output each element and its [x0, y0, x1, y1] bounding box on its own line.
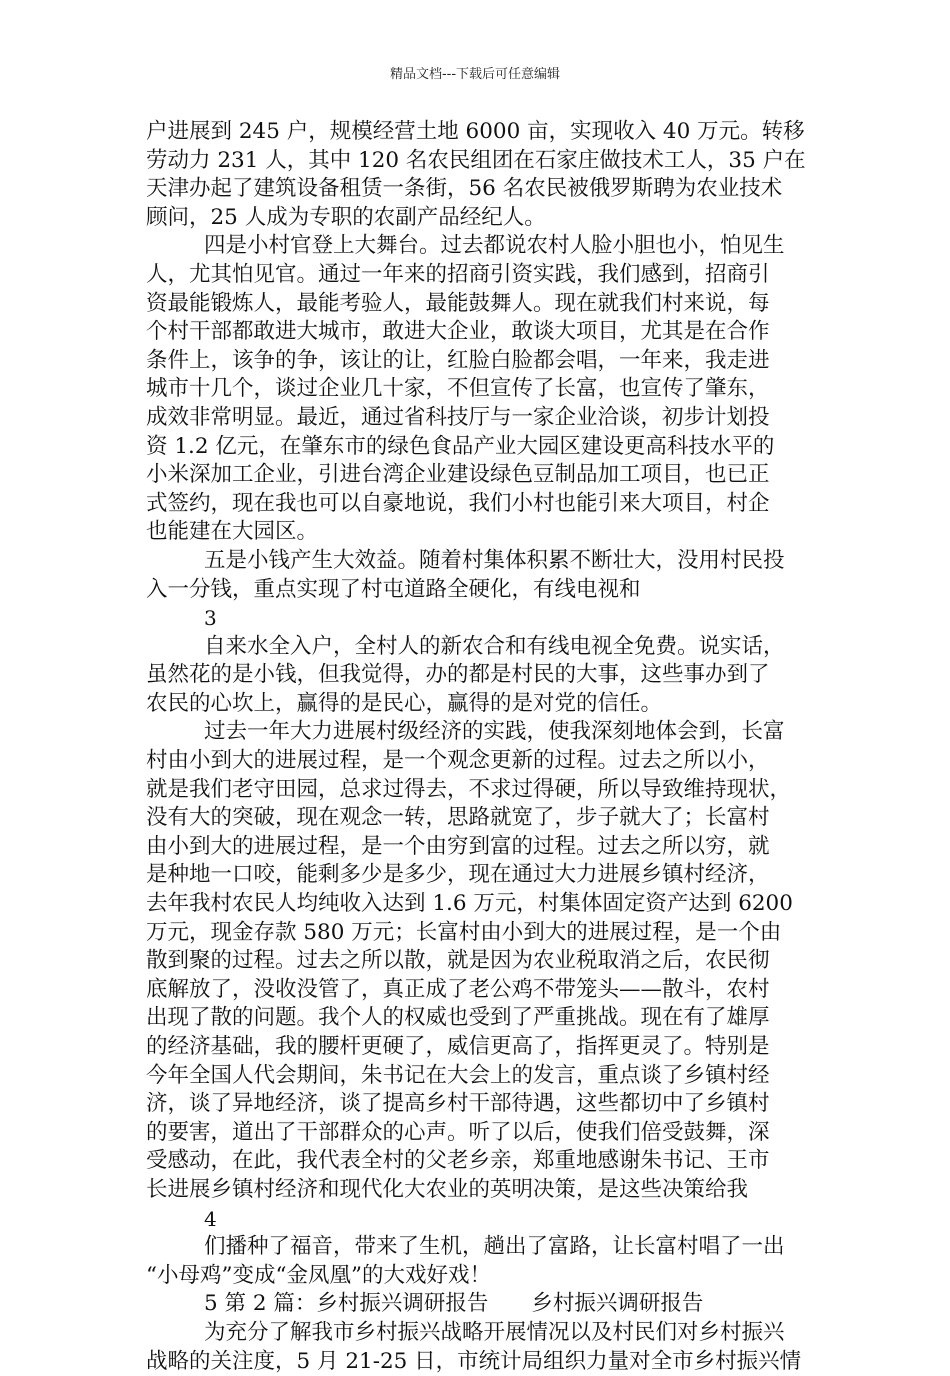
text-line: 散到聚的过程。过去之所以散，就是因为农业税取消之后，农民彻 [146, 948, 770, 974]
text-line: 城市十几个，谈过企业几十家，不但宣传了长富，也宣传了肇东， [146, 376, 770, 402]
text-line: 也能建在大园区。 [146, 519, 319, 545]
text-line: 五是小钱产生大效益。随着村集体积累不断壮大，没用村民投 [204, 547, 785, 573]
text-line: 条件上，该争的争，该让的让，红脸白脸都会唱，一年来，我走进 [146, 347, 770, 373]
text-line: 没有大的突破，现在观念一转，思路就宽了，步子就大了；长富村 [146, 805, 770, 831]
text-line: 今年全国人代会期间，朱书记在大会上的发言，重点谈了乡镇村经 [146, 1062, 770, 1088]
text-line: 式签约，现在我也可以自豪地说，我们小村也能引来大项目，村企 [146, 490, 770, 516]
text-line: 济，谈了异地经济，谈了提高乡村干部待遇，这些都切中了乡镇村 [146, 1091, 770, 1117]
text-line: 出现了散的问题。我个人的权威也受到了严重挑战。现在有了雄厚 [146, 1005, 770, 1031]
text-line: 5 第 2 篇：乡村振兴调研报告 乡村振兴调研报告 [204, 1291, 704, 1317]
text-line: 就是我们老守田园，总求过得去，不求过得硬，所以导致维持现状， [146, 776, 792, 802]
page-header: 精品文档---下载后可任意编辑 [389, 67, 561, 82]
page-number: 3 [204, 606, 217, 631]
text-line: 成效非常明显。最近，通过省科技厅与一家企业洽谈，初步计划投 [146, 404, 770, 430]
text-line: 四是小村官登上大舞台。过去都说农村人脸小胆也小，怕见生 [204, 233, 785, 259]
text-line: 是种地一口咬，能剩多少是多少，现在通过大力进展乡镇村经济， [146, 862, 770, 888]
text-line: 农民的心坎上，赢得的是民心，赢得的是对党的信任。 [146, 690, 663, 716]
text-line: 的要害，道出了干部群众的心声。听了以后，使我们倍受鼓舞，深 [146, 1119, 770, 1145]
text-line: 受感动，在此，我代表全村的父老乡亲，郑重地感谢朱书记、王市 [146, 1148, 770, 1174]
document-body [146, 118, 816, 1376]
text-line: 去年我村农民人均纯收入达到 1.6 万元，村集体固定资产达到 6200 [146, 891, 793, 917]
text-line: 的经济基础，我的腰杆更硬了，威信更高了，指挥更灵了。特别是 [146, 1034, 770, 1059]
text-line: 过去一年大力进展村级经济的实践，使我深刻地体会到，长富 [204, 719, 785, 745]
text-line: 户进展到 245 户，规模经营土地 6000 亩，实现收入 40 万元。转移 [146, 119, 805, 144]
text-line: 人，尤其怕见官。通过一年来的招商引资实践，我们感到，招商引 [146, 261, 770, 287]
text-line: 个村干部都敢进大城市，敢进大企业，敢谈大项目，尤其是在合作 [146, 319, 770, 345]
text-line: 入一分钱，重点实现了村屯道路全硬化，有线电视和 [146, 576, 641, 602]
text-line: 虽然花的是小钱，但我觉得，办的都是村民的大事，这些事办到了 [146, 662, 770, 688]
text-line: 资最能锻炼人，最能考验人，最能鼓舞人。现在就我们村来说，每 [146, 290, 770, 316]
page-number: 4 [204, 1206, 217, 1231]
text-line: 万元，现金存款 580 万元；长富村由小到大的进展过程，是一个由 [146, 919, 782, 945]
text-line: 村由小到大的进展过程，是一个观念更新的过程。过去之所以小， [146, 748, 770, 774]
text-line: 劳动力 231 人，其中 120 名农民组团在石家庄做技术工人，35 户在 [146, 147, 806, 173]
text-line: 天津办起了建筑设备租赁一条街，56 名农民被俄罗斯聘为农业技术 [146, 176, 783, 202]
text-line: “小母鸡”变成“金凤凰”的大戏好戏！ [146, 1262, 491, 1288]
text-line: 资 1.2 亿元，在肇东市的绿色食品产业大园区建设更高科技水平的 [146, 433, 775, 459]
text-line: 自来水全入户，全村人的新农合和有线电视全免费。说实话， [204, 633, 785, 659]
text-line: 由小到大的进展过程，是一个由穷到富的过程。过去之所以穷，就 [146, 833, 770, 859]
text-line: 们播种了福音，带来了生机，趟出了富路，让长富村唱了一出 [204, 1234, 785, 1260]
text-line: 小米深加工企业，引进台湾企业建设绿色豆制品加工项目，也已正 [146, 462, 770, 488]
text-line: 战略的关注度，5 月 21-25 日，市统计局组织力量对全市乡村振兴情 [146, 1348, 802, 1374]
text-line: 顾问，25 人成为专职的农副产品经纪人。 [146, 204, 546, 230]
text-line: 底解放了，没收没管了，真正成了老公鸡不带笼头——散斗，农村 [146, 976, 770, 1002]
text-line: 长进展乡镇村经济和现代化大农业的英明决策，是这些决策给我 [146, 1176, 749, 1202]
text-line: 为充分了解我市乡村振兴战略开展情况以及村民们对乡村振兴 [204, 1319, 785, 1345]
